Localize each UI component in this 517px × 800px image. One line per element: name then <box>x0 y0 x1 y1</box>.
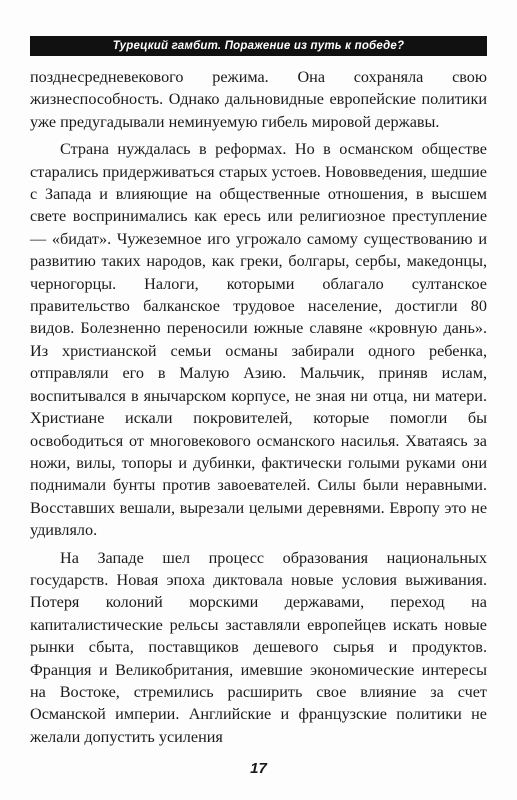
paragraph: Страна нуждалась в реформах. Но в османском обществе старались придерживаться старых устоев. Нововведения, шедшие с Запада и влияющие на общественные отношения, в высшем свете воспринимались как ересь или религиозное преступление — «бидат». Чужеземное иго угрожало самому существованию и развитию таких народов, как греки, болгары, сербы, македонцы, черногорцы. Налоги, которыми облагало султанское правительство балканское трудовое население, достигли 80 видов. Болезненно переносили южные славяне «кровную дань». Из христианской семьи османы забирали одного ребенка, отправляли его в Малую Азию. Мальчик, приняв ислам, воспитывался в янычарском корпусе, не зная ни отца, ни матери. Христиане искали покровителей, которые помогли бы освободиться от многовекового османского насилья. Хватаясь за ножи, вилы, топоры и дубинки, фактически голыми руками они поднимали бунты против завоевателей. Силы были неравными. Восставших вешали, вырезали целыми деревнями. Европу это не удивляло. <box>30 140 487 540</box>
paragraph: На Западе шел процесс образования национальных государств. Новая эпоха диктовала новые условия выживания. Потеря колоний морскими державами, переход на капиталистические рельсы заставляли европейцев искать новые рынки сбыта, поставщиков дешевого сырья и продуктов. Франция и Великобритания, имевшие экономические интересы на Востоке, стремились расширить свое влияние за счет Османской империи. Английские и французские политики не желали допустить усиления <box>30 548 487 746</box>
body-text <box>30 66 487 748</box>
page-number: 17 <box>250 760 267 777</box>
paragraph-continuation: позднесредневекового режима. Она сохраняла свою жизнеспособность. Однако дальновидные европейские политики уже предугадывали неминуемую гибель мировой державы. <box>30 68 487 131</box>
running-header: Турецкий гамбит. Поражение из путь к победе? <box>30 36 487 56</box>
